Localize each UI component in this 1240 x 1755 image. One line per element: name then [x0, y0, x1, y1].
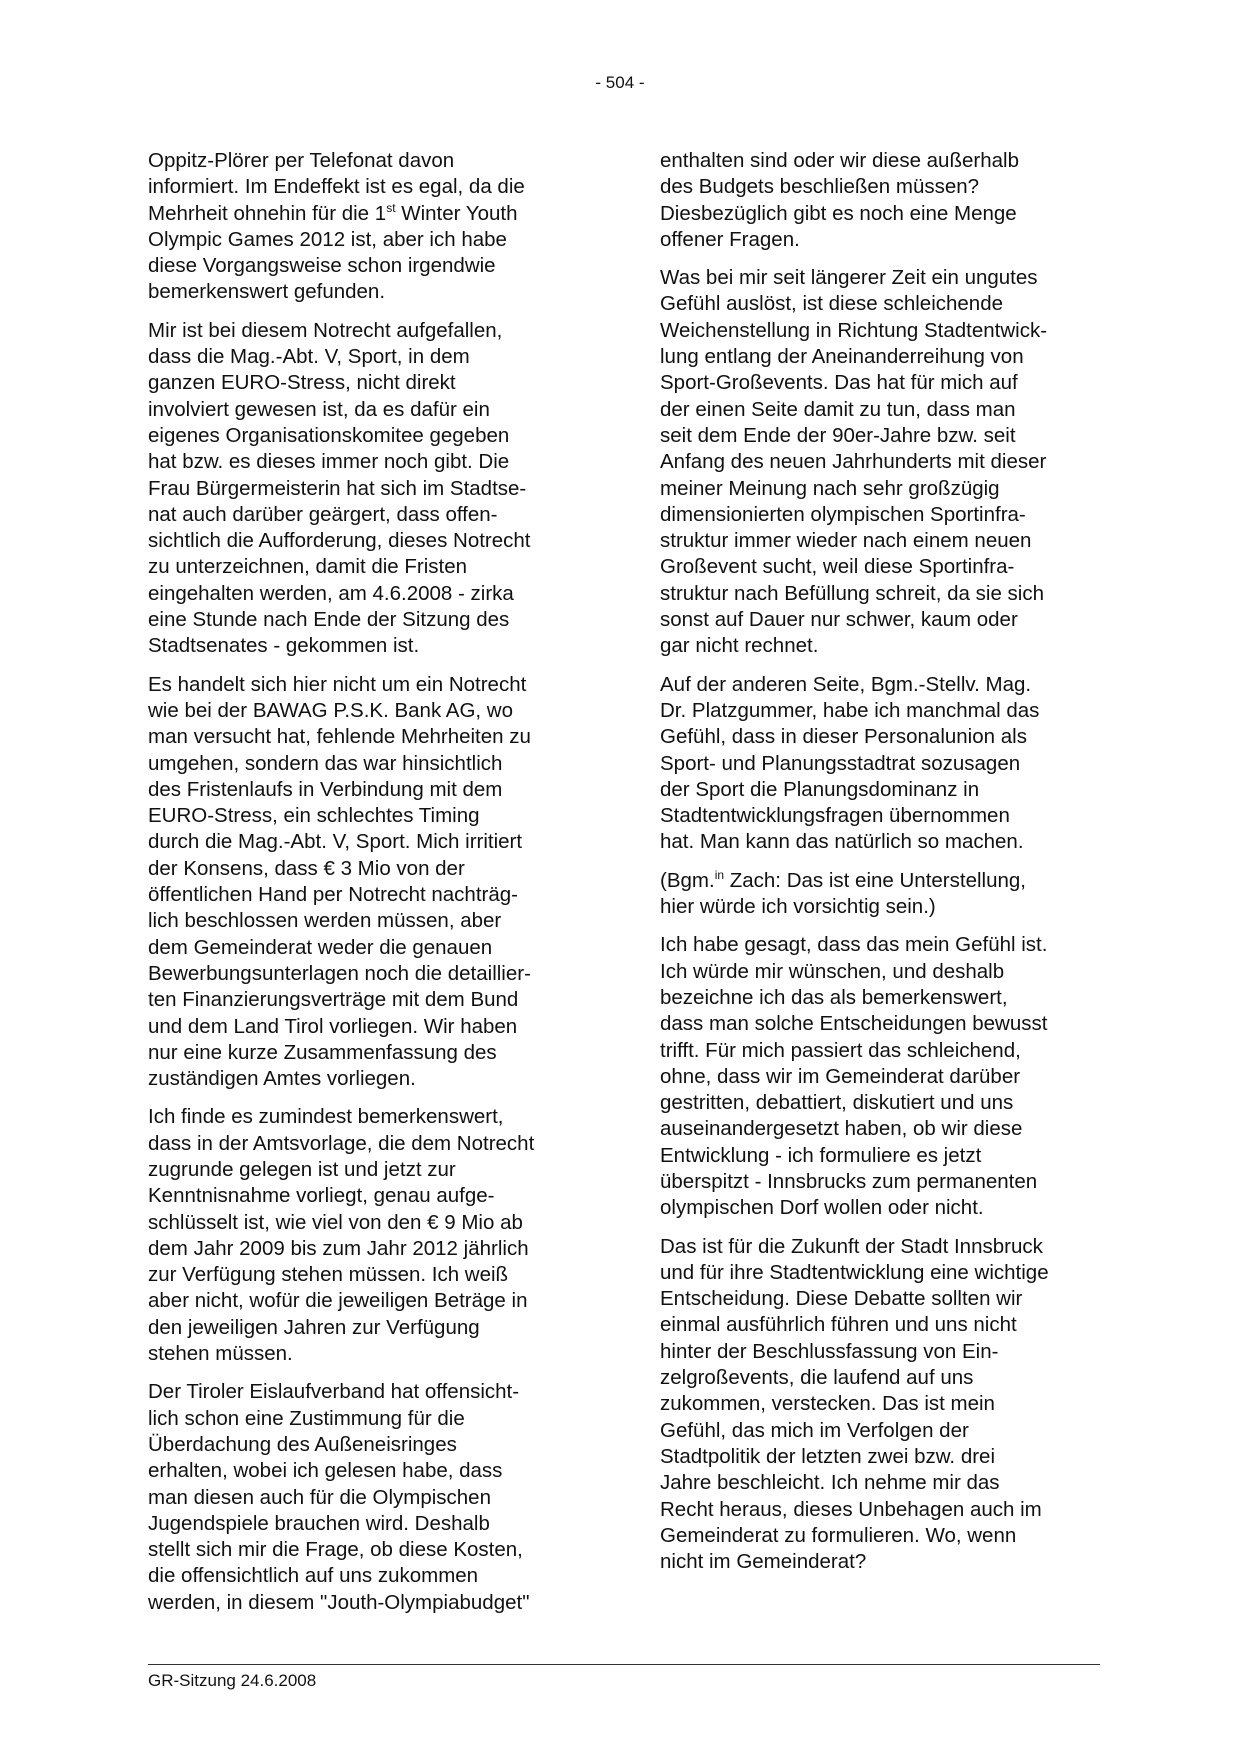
text-line: Gefühl auslöst, ist diese schleichende — [660, 292, 1004, 316]
text-line: zukommen, verstecken. Das ist mein — [660, 1392, 995, 1416]
text-line: ganzen EURO-Stress, nicht direkt — [148, 371, 456, 395]
text-line: hat bzw. es dieses immer noch gibt. Die — [148, 450, 510, 474]
text-line: involviert gewesen ist, da es dafür ein — [148, 397, 490, 421]
text-line: Überdachung des Außeneisringes — [148, 1432, 457, 1456]
text-line: bezeichne ich das als bemerkenswert, — [660, 985, 1008, 1009]
text-line: trifft. Für mich passiert das schleichend, — [660, 1038, 1021, 1062]
text-line: eingehalten werden, am 4.6.2008 - zirka — [148, 581, 514, 605]
text-line: Gefühl, das mich im Verfolgen der — [660, 1418, 969, 1442]
paragraph — [660, 148, 1100, 253]
text-line: und dem Land Tirol vorliegen. Wir haben — [148, 1014, 518, 1038]
text-line: Der Tiroler Eislaufverband hat offensicht- — [148, 1380, 520, 1404]
text-line: auseinandergesetzt haben, ob wir diese — [660, 1117, 1023, 1141]
text-line: hinter der Beschlussfassung von Ein- — [660, 1339, 999, 1363]
text-line: die offensichtlich auf uns zukommen — [148, 1564, 479, 1588]
text-line: informiert. Im Endeffekt ist es egal, da die — [148, 175, 525, 199]
text-line: struktur immer wieder nach einem neuen — [660, 529, 1032, 553]
text-line: Weichenstellung in Richtung Stadtentwick- — [660, 318, 1048, 342]
text-line: der Konsens, dass € 3 Mio von der — [148, 856, 465, 880]
text-line: nur eine kurze Zusammenfassung des — [148, 1040, 497, 1064]
text-line: eigenes Organisationskomitee gegeben — [148, 423, 510, 447]
text-line: den jeweiligen Jahren zur Verfügung — [148, 1315, 480, 1339]
paragraph — [148, 672, 588, 1093]
footer-divider — [148, 1664, 1100, 1665]
paragraph — [660, 265, 1100, 659]
text-line: dem Jahr 2009 bis zum Jahr 2012 jährlich — [148, 1236, 529, 1260]
text-fragment: Zach: Das ist eine Unterstellung, — [724, 868, 1026, 892]
text-line: Auf der anderen Seite, Bgm.-Stellv. Mag. — [660, 672, 1032, 696]
text-line: Gemeinderat zu formulieren. Wo, wenn — [660, 1523, 1017, 1547]
text-line: Entscheidung. Diese Debatte sollten wir — [660, 1287, 1023, 1311]
text-line: olympischen Dorf wollen oder nicht. — [660, 1196, 984, 1220]
text-line: Jugendspiele brauchen wird. Deshalb — [148, 1511, 490, 1535]
text-line: der Sport die Planungsdominanz in — [660, 777, 980, 801]
text-line: Sport-Großevents. Das hat für mich auf — [660, 371, 1018, 395]
text-line: Es handelt sich hier nicht um ein Notrecht — [148, 672, 527, 696]
text-line: eine Stunde nach Ende der Sitzung des — [148, 608, 510, 632]
text-line: lung entlang der Aneinanderreihung von — [660, 345, 1024, 369]
text-line: und für ihre Stadtentwicklung eine wichtige — [660, 1260, 1049, 1284]
paragraph — [660, 932, 1100, 1221]
text-line: sonst auf Dauer nur schwer, kaum oder — [660, 608, 1018, 632]
text-line: gestritten, debattiert, diskutiert und uns — [660, 1091, 1014, 1115]
text-line: struktur nach Befüllung schreit, da sie sich — [660, 581, 1044, 605]
text-fragment: Winter Youth — [395, 201, 518, 225]
text-line: dimensionierten olympischen Sportinfra- — [660, 502, 1026, 526]
paragraph — [660, 672, 1100, 856]
text-line: dass in der Amtsvorlage, die dem Notrecht — [148, 1131, 535, 1155]
footer-session-label: GR-Sitzung 24.6.2008 — [148, 1671, 317, 1690]
text-line: des Budgets beschließen müssen? — [660, 175, 980, 199]
text-line: Was bei mir seit längerer Zeit ein ungutes — [660, 266, 1038, 290]
text-line: Oppitz-Plörer per Telefonat davon — [148, 149, 455, 172]
text-line: stehen müssen. — [148, 1342, 293, 1366]
text-fragment: Mehrheit ohnehin für die 1 — [148, 201, 387, 225]
text-line: Diesbezüglich gibt es noch eine Menge — [660, 201, 1017, 225]
text-line: gar nicht rechnet. — [660, 634, 819, 658]
paragraph — [148, 148, 588, 306]
right-column — [660, 148, 1100, 1587]
text-line: ten Finanzierungsverträge mit dem Bund — [148, 988, 519, 1012]
text-line: einmal ausführlich führen und uns nicht — [660, 1313, 1017, 1337]
text-line: hat. Man kann das natürlich so machen. — [660, 830, 1024, 854]
text-line: diese Vorgangsweise schon irgendwie — [148, 254, 496, 278]
text-line: lich schon eine Zustimmung für die — [148, 1406, 465, 1430]
text-line: Dr. Platzgummer, habe ich manchmal das — [660, 698, 1040, 722]
text-line: lich beschlossen werden müssen, aber — [148, 909, 502, 933]
text-line: Jahre beschleicht. Ich nehme mir das — [660, 1471, 1000, 1495]
text-line: Bewerbungsunterlagen noch die detaillier- — [148, 961, 531, 985]
text-line: meiner Meinung nach sehr großzügig — [660, 476, 1000, 500]
text-line: Ich würde mir wünschen, und deshalb — [660, 959, 1005, 983]
text-line: dass die Mag.-Abt. V, Sport, in dem — [148, 345, 470, 369]
text-line: man diesen auch für die Olympischen — [148, 1485, 491, 1509]
text-line: Stadtsenates - gekommen ist. — [148, 634, 420, 658]
text-line: Anfang des neuen Jahrhunderts mit dieser — [660, 450, 1047, 474]
superscript: in — [714, 867, 725, 882]
text-line — [148, 201, 588, 227]
paragraph — [148, 1104, 588, 1367]
paragraph — [148, 318, 588, 660]
text-line: schlüsselt ist, wie viel von den € 9 Mio ab — [148, 1210, 523, 1234]
text-line: Das ist für die Zukunft der Stadt Innsbruck — [660, 1234, 1043, 1258]
paragraph — [660, 868, 1100, 921]
text-line: zelgroßevents, die laufend auf uns — [660, 1366, 974, 1390]
text-line: Sport- und Planungsstadtrat sozusagen — [660, 751, 1021, 775]
text-line: zu unterzeichnen, damit die Fristen — [148, 555, 468, 579]
text-line: nicht im Gemeinderat? — [660, 1550, 867, 1574]
text-line: offener Fragen. — [660, 227, 800, 251]
paragraph — [660, 1234, 1100, 1576]
superscript: st — [386, 200, 396, 215]
text-fragment: (Bgm. — [660, 868, 715, 892]
text-line: Ich finde es zumindest bemerkenswert, — [148, 1105, 504, 1129]
text-line: hier würde ich vorsichtig sein.) — [660, 895, 936, 919]
text-line: Mir ist bei diesem Notrecht aufgefallen, — [148, 318, 503, 342]
text-line: Kenntnisnahme vorliegt, genau aufge- — [148, 1184, 495, 1208]
text-line: stellt sich mir die Frage, ob diese Kosten, — [148, 1538, 523, 1562]
text-line: sichtlich die Aufforderung, dieses Notrecht — [148, 529, 531, 553]
text-line — [660, 868, 1100, 894]
text-line: Olympic Games 2012 ist, aber ich habe — [148, 227, 507, 251]
text-line: der einen Seite damit zu tun, dass man — [660, 397, 1016, 421]
left-column — [148, 148, 588, 1628]
text-line: wie bei der BAWAG P.S.K. Bank AG, wo — [148, 698, 513, 722]
text-line: aber nicht, wofür die jeweiligen Beträge in — [148, 1289, 528, 1313]
text-line: EURO-Stress, ein schlechtes Timing — [148, 804, 480, 828]
text-line: Frau Bürgermeisterin hat sich im Stadtse- — [148, 476, 527, 500]
text-line: umgehen, sondern das war hinsichtlich — [148, 751, 503, 775]
text-line: nat auch darüber geärgert, dass offen- — [148, 502, 498, 526]
text-line: dass man solche Entscheidungen bewusst — [660, 1012, 1048, 1036]
text-line: öffentlichen Hand per Notrecht nachträg- — [148, 883, 518, 907]
text-line: dem Gemeinderat weder die genauen — [148, 935, 493, 959]
page-number: - 504 - — [595, 73, 645, 92]
text-line: enthalten sind oder wir diese außerhalb — [660, 149, 1019, 172]
paragraph — [148, 1379, 588, 1616]
text-line: man versucht hat, fehlende Mehrheiten zu — [148, 725, 531, 749]
text-line: bemerkenswert gefunden. — [148, 280, 386, 304]
text-line: überspitzt - Innsbrucks zum permanenten — [660, 1169, 1038, 1193]
text-line: Stadtpolitik der letzten zwei bzw. drei — [660, 1444, 995, 1468]
text-line: Entwicklung - ich formuliere es jetzt — [660, 1143, 982, 1167]
text-line: zur Verfügung stehen müssen. Ich weiß — [148, 1263, 509, 1287]
text-line: werden, in diesem "Jouth-Olympiabudget" — [148, 1590, 530, 1614]
text-line: erhalten, wobei ich gelesen habe, dass — [148, 1459, 503, 1483]
text-line: Großevent sucht, weil diese Sportinfra- — [660, 555, 1015, 579]
text-line: Gefühl, dass in dieser Personalunion als — [660, 725, 1027, 749]
text-line: seit dem Ende der 90er-Jahre bzw. seit — [660, 423, 1016, 447]
text-line: zugrunde gelegen ist und jetzt zur — [148, 1157, 456, 1181]
text-line: des Fristenlaufs in Verbindung mit dem — [148, 777, 503, 801]
text-line: Recht heraus, dieses Unbehagen auch im — [660, 1497, 1042, 1521]
text-line: Ich habe gesagt, dass das mein Gefühl ist. — [660, 933, 1048, 957]
text-line: zuständigen Amtes vorliegen. — [148, 1067, 416, 1091]
text-line: durch die Mag.-Abt. V, Sport. Mich irritiert — [148, 830, 523, 854]
text-line: ohne, dass wir im Gemeinderat darüber — [660, 1064, 1021, 1088]
text-line: Stadtentwicklungsfragen übernommen — [660, 804, 1010, 828]
